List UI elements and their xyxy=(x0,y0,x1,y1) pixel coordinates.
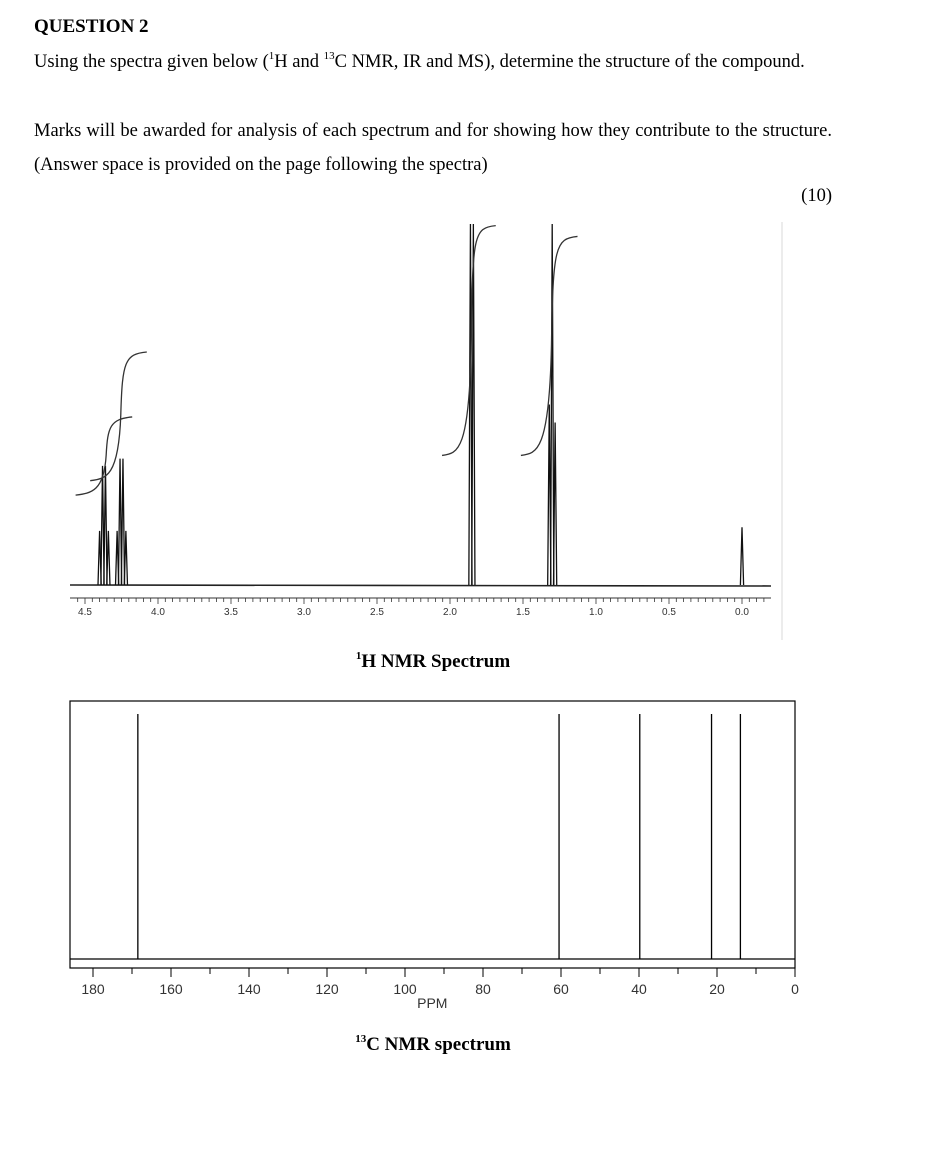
c-nmr-tick-label: 160 xyxy=(159,981,183,997)
h-nmr-baseline xyxy=(70,585,771,586)
h-caption-text: H NMR Spectrum xyxy=(361,651,511,672)
h-nmr-integral-curve xyxy=(90,352,147,481)
h-nmr-tick-label: 3.5 xyxy=(224,607,238,618)
c-caption-sup: 13 xyxy=(355,1032,367,1045)
c-nmr-tick-label: 20 xyxy=(709,981,725,997)
c-nmr-tick-label: 140 xyxy=(237,981,261,997)
superscript-13: 13 xyxy=(323,49,335,62)
h-nmr-chart xyxy=(70,222,782,640)
h-nmr-tick-label: 3.0 xyxy=(297,607,311,618)
h-nmr-tick-label: 2.0 xyxy=(443,607,457,618)
instructions-text-c: C NMR, IR and MS), determine the structure of the compound. xyxy=(334,52,805,72)
c-nmr-chart xyxy=(70,701,799,1011)
c-nmr-tick-label: 80 xyxy=(475,981,491,997)
c-nmr-tick-label: 60 xyxy=(553,981,569,997)
h-nmr-peak xyxy=(124,531,127,585)
c-nmr-caption xyxy=(0,1034,866,1056)
h-nmr-tick-label: 4.5 xyxy=(78,607,92,618)
h-nmr-tick-label: 2.5 xyxy=(370,607,384,618)
instructions-text-b: H and xyxy=(274,52,324,72)
h-nmr-tick-label: 0.5 xyxy=(662,607,676,618)
c-caption-text: C NMR spectrum xyxy=(366,1034,511,1055)
c-nmr-tick-label: 0 xyxy=(791,981,799,997)
c-nmr-tick-label: 100 xyxy=(393,981,417,997)
h-nmr-peak xyxy=(121,459,124,585)
h-nmr-peak xyxy=(107,531,110,585)
c-nmr-tick-label: 120 xyxy=(315,981,339,997)
c-nmr-frame xyxy=(70,701,795,968)
superscript-1: 1 xyxy=(268,49,275,62)
instructions-text-a: Using the spectra given below ( xyxy=(34,52,269,72)
h-nmr-tick-label: 4.0 xyxy=(151,607,165,618)
h-caption-sup: 1 xyxy=(355,649,362,662)
h-nmr-peak xyxy=(740,527,743,585)
h-nmr-integral-curve xyxy=(442,226,496,456)
question-title: QUESTION 2 xyxy=(34,16,149,37)
c-nmr-tick-label: 180 xyxy=(81,981,105,997)
marks-value: (10) xyxy=(801,186,832,206)
h-nmr-tick-label: 0.0 xyxy=(735,607,749,618)
h-nmr-tick-label: 1.5 xyxy=(516,607,530,618)
h-nmr-caption xyxy=(0,651,866,673)
c-nmr-x-label: PPM xyxy=(417,995,448,1011)
c-nmr-tick-label: 40 xyxy=(631,981,647,997)
h-nmr-peak xyxy=(104,466,107,585)
marks-paragraph: Marks will be awarded for analysis of each spectrum and for showing how they contribute to the structure. (Answer space is provided on the page following the spectra) xyxy=(34,121,832,175)
h-nmr-peak xyxy=(554,423,557,585)
h-nmr-tick-label: 1.0 xyxy=(589,607,603,618)
